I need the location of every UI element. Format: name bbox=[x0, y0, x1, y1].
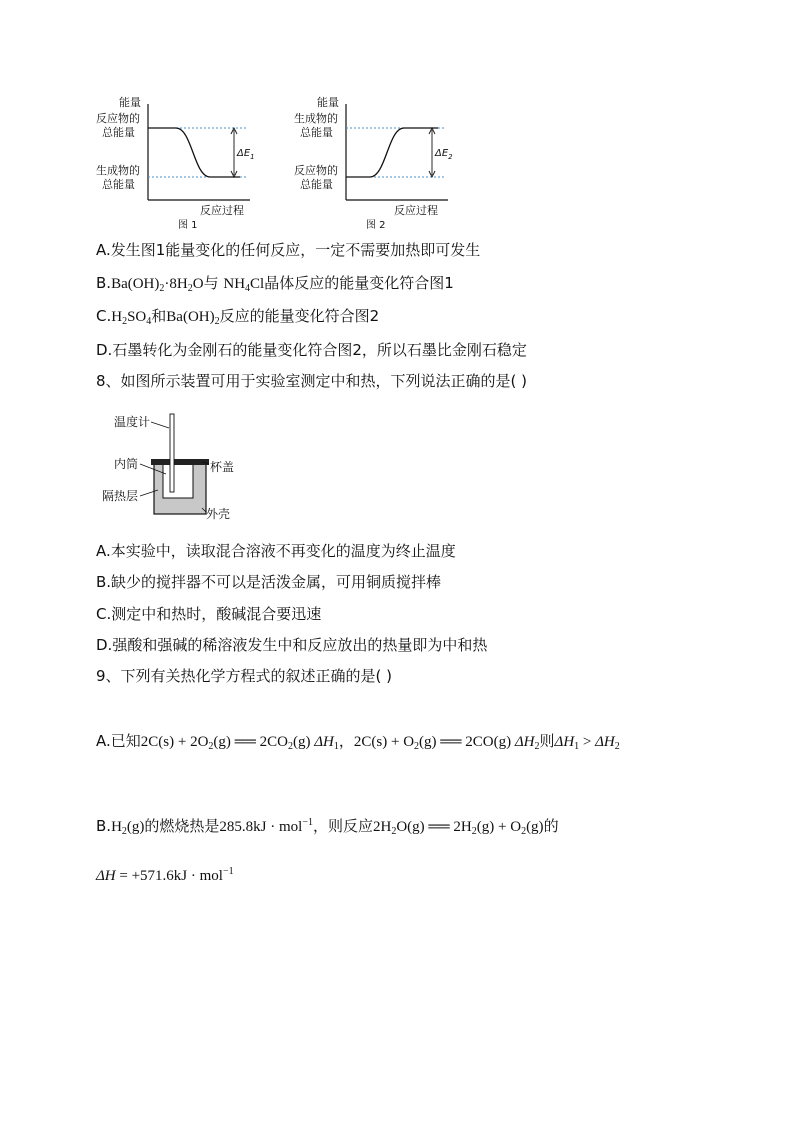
q7-option-b: $B.Ba(OH)_2\cdot 8H_2O$与 $NH_4Cl$晶体反应的能量变化符合图1 bbox=[96, 274, 454, 294]
cup-lid bbox=[151, 459, 209, 465]
q8-option-c: C.测定中和热时，酸碱混合要迅速 bbox=[96, 605, 322, 623]
lid-label: 杯盖 bbox=[210, 460, 235, 474]
fig1-xlabel: 反应过程 bbox=[200, 204, 244, 217]
inner-cup-label: 内筒 bbox=[114, 457, 139, 471]
q7-option-c: $C.H_2SO_4$和$Ba(OH)_2$反应的能量变化符合图2 bbox=[96, 307, 380, 327]
energy-diagram-fig1 bbox=[92, 92, 268, 232]
fig2-top-label-1: 生成物的 bbox=[294, 112, 338, 125]
q8-option-d: D.强酸和强碱的稀溶液发生中和反应放出的热量即为中和热 bbox=[96, 636, 488, 654]
fig2-bottom-label-2: 总能量 bbox=[300, 178, 333, 191]
thermometer-label: 温度计 bbox=[114, 415, 151, 429]
fig1-delta-label: $\Delta E_1$ bbox=[237, 148, 255, 161]
fig2-bottom-label-1: 反应物的 bbox=[294, 164, 338, 177]
q9-stem: 9、下列有关热化学方程式的叙述正确的是( ) bbox=[96, 667, 393, 685]
fig1-bottom-label-2: 总能量 bbox=[102, 178, 135, 191]
fig1-bottom-label-1: 生成物的 bbox=[96, 164, 140, 177]
q7-option-d: D.石墨转化为金刚石的能量变化符合图2，所以石墨比金刚石稳定 bbox=[96, 341, 527, 359]
insulation-label: 隔热层 bbox=[102, 489, 139, 503]
fig2-ylabel: 能量 bbox=[317, 96, 339, 109]
q7-option-a: A.发生图1能量变化的任何反应，一定不需要加热即可发生 bbox=[96, 241, 481, 259]
thermometer-pointer bbox=[151, 422, 169, 428]
q8-stem: 8、如图所示装置可用于实验室测定中和热，下列说法正确的是( ) bbox=[96, 372, 528, 390]
shell-label: 外壳 bbox=[206, 507, 231, 521]
thermometer bbox=[170, 414, 174, 492]
fig2-xlabel: 反应过程 bbox=[394, 204, 438, 217]
inner-cup bbox=[163, 464, 193, 498]
fig2-delta-label: $\Delta E_2$ bbox=[435, 148, 453, 161]
fig1-top-label-2: 总能量 bbox=[102, 126, 135, 139]
energy-diagram-fig2 bbox=[290, 92, 466, 232]
fig2-energy-curve bbox=[346, 128, 438, 177]
q8-option-b: B.缺少的搅拌器不可以是活泼金属，可用铜质搅拌棒 bbox=[96, 573, 442, 591]
q9-option-b: $B.H_2(g)$的燃烧热是285.8kJ · mol$^{-1}$，则反应$2H_2O(g)$ ══ $2H_2(g) + O_2(g)$的 bbox=[96, 817, 559, 837]
fig1-top-label-1: 反应物的 bbox=[96, 112, 140, 125]
q8-option-a: A.本实验中，读取混合溶液不再变化的温度为终止温度 bbox=[96, 542, 456, 560]
q9-option-b-line2: ΔH = +571.6kJ · mol$^{-1}$ bbox=[96, 866, 234, 884]
fig1-caption: 图 1 bbox=[178, 220, 198, 231]
q9-option-a: A.已知$2C(s) + 2O_2(g)$ ══ $2CO_2(g)$ $\Delta H_1$，$2C(s) + O_2(g)$ ══ 2CO(g) $\Delta H_2$则$\Delta H_1 > \Delta H_2$ bbox=[96, 732, 620, 752]
fig2-caption: 图 2 bbox=[366, 220, 386, 231]
fig2-top-label-2: 总能量 bbox=[300, 126, 333, 139]
fig1-energy-curve bbox=[148, 128, 240, 177]
fig1-ylabel: 能量 bbox=[119, 96, 141, 109]
calorimeter-diagram bbox=[102, 408, 252, 524]
